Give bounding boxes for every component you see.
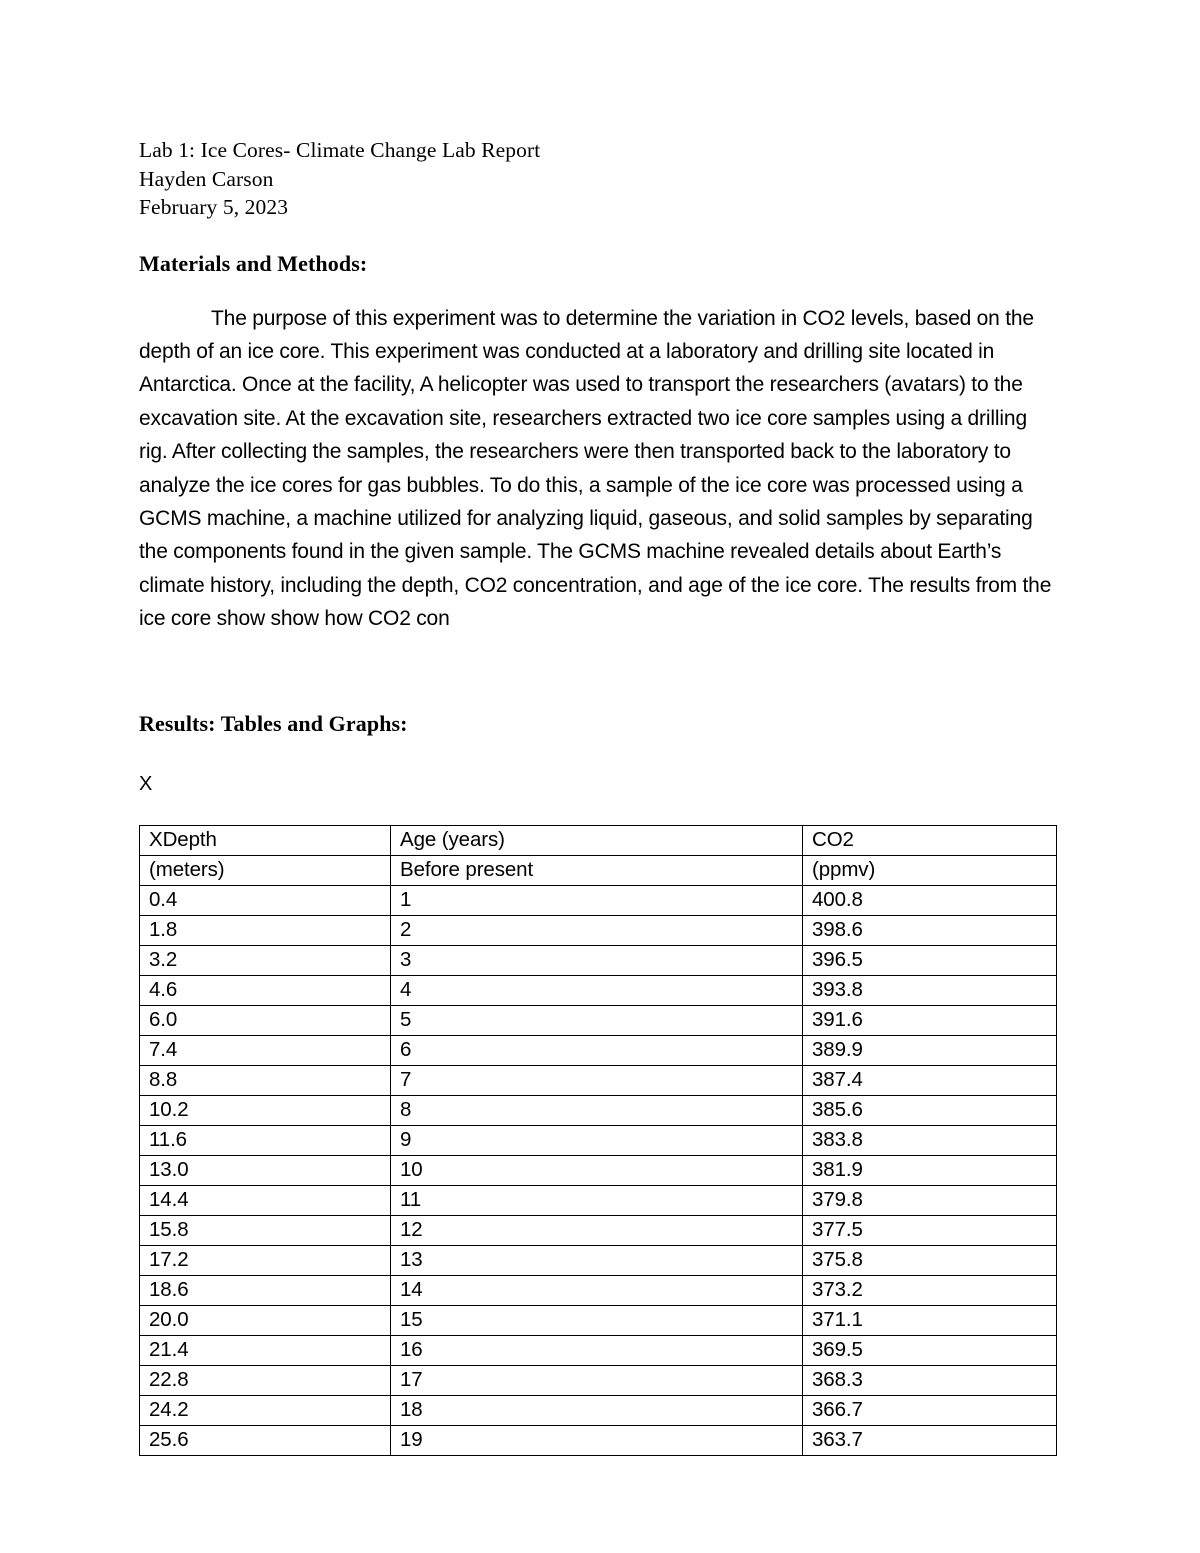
header-age-line1: Age (years) (391, 825, 803, 855)
cell-age: 4 (391, 975, 803, 1005)
cell-age: 2 (391, 915, 803, 945)
cell-age: 16 (391, 1335, 803, 1365)
cell-age: 9 (391, 1125, 803, 1155)
cell-age: 6 (391, 1035, 803, 1065)
cell-age: 8 (391, 1095, 803, 1125)
header-age-line2: Before present (391, 855, 803, 885)
table-header-row-1 (140, 825, 1057, 855)
table-row (140, 1395, 1057, 1425)
table-row (140, 945, 1057, 975)
cell-age: 15 (391, 1305, 803, 1335)
cell-age: 5 (391, 1005, 803, 1035)
table-row (140, 1305, 1057, 1335)
table-row (140, 885, 1057, 915)
table-row (140, 1185, 1057, 1215)
cell-co2: 383.8 (803, 1125, 1057, 1155)
cell-age: 11 (391, 1185, 803, 1215)
table-row (140, 1365, 1057, 1395)
table-row (140, 1125, 1057, 1155)
document-title: Lab 1: Ice Cores- Climate Change Lab Report (139, 138, 541, 162)
document-content (139, 136, 1057, 1456)
cell-depth: 22.8 (140, 1365, 391, 1395)
table-row (140, 1095, 1057, 1125)
cell-co2: 366.7 (803, 1395, 1057, 1425)
cell-depth: 13.0 (140, 1155, 391, 1185)
cell-depth: 17.2 (140, 1245, 391, 1275)
cell-depth: 18.6 (140, 1275, 391, 1305)
materials-and-methods-paragraph: The purpose of this experiment was to determine the variation in CO2 levels, based on the depth of an ice core. This experiment was conducted at a laboratory and drilling site located in Antarctica. Once at the facility, A helicopter was used to transport the researchers (avatars) to the excavation site. At the excavation site, researchers extracted two ice core samples using a drilling rig. After collecting the samples, the researchers were then transported back to the laboratory to analyze the ice cores for gas bubbles. To do this, a sample of the ice core was processed using a GCMS machine, a machine utilized for analyzing liquid, gaseous, and solid samples by separating the components found in the given sample. The GCMS machine revealed details about Earth’s climate history, including the depth, CO2 concentration, and age of the ice core. The results from the ice core show show how CO2 con (139, 306, 1052, 631)
cell-co2: 396.5 (803, 945, 1057, 975)
cell-co2: 375.8 (803, 1245, 1057, 1275)
cell-co2: 371.1 (803, 1305, 1057, 1335)
cell-depth: 10.2 (140, 1095, 391, 1125)
heading-results-tables-and-graphs: Results: Tables and Graphs: (139, 710, 408, 736)
cell-depth: 14.4 (140, 1185, 391, 1215)
table-row (140, 1005, 1057, 1035)
ice-core-data-table (139, 825, 1057, 1456)
cell-age: 14 (391, 1275, 803, 1305)
cell-age: 7 (391, 1065, 803, 1095)
cell-depth: 11.6 (140, 1125, 391, 1155)
cell-depth: 4.6 (140, 975, 391, 1005)
cell-depth: 21.4 (140, 1335, 391, 1365)
spacer-before-marker (139, 738, 1057, 771)
cell-age: 3 (391, 945, 803, 975)
header-co2-line1: CO2 (803, 825, 1057, 855)
cell-depth: 6.0 (140, 1005, 391, 1035)
stray-x-marker: X (139, 772, 153, 795)
cell-co2: 385.6 (803, 1095, 1057, 1125)
cell-co2: 398.6 (803, 915, 1057, 945)
table-row (140, 1065, 1057, 1095)
cell-co2: 381.9 (803, 1155, 1057, 1185)
table-header-row-2 (140, 855, 1057, 885)
table-row (140, 1335, 1057, 1365)
header-depth-line1: XDepth (140, 825, 391, 855)
cell-depth: 1.8 (140, 915, 391, 945)
cell-depth: 24.2 (140, 1395, 391, 1425)
cell-co2: 400.8 (803, 885, 1057, 915)
cell-co2: 363.7 (803, 1425, 1057, 1455)
cell-co2: 379.8 (803, 1185, 1057, 1215)
header-depth-line2: (meters) (140, 855, 391, 885)
cell-co2: 377.5 (803, 1215, 1057, 1245)
author-name: Hayden Carson (139, 166, 274, 191)
cell-co2: 389.9 (803, 1035, 1057, 1065)
cell-co2: 387.4 (803, 1065, 1057, 1095)
cell-age: 1 (391, 885, 803, 915)
table-row (140, 915, 1057, 945)
document-date: February 5, 2023 (139, 195, 289, 219)
cell-co2: 368.3 (803, 1365, 1057, 1395)
cell-depth: 25.6 (140, 1425, 391, 1455)
cell-age: 18 (391, 1395, 803, 1425)
cell-depth: 7.4 (140, 1035, 391, 1065)
document-header-block (139, 136, 1057, 222)
table-row (140, 1155, 1057, 1185)
cell-co2: 373.2 (803, 1275, 1057, 1305)
cell-age: 17 (391, 1365, 803, 1395)
table-row (140, 975, 1057, 1005)
table-row (140, 1425, 1057, 1455)
cell-age: 19 (391, 1425, 803, 1455)
cell-depth: 15.8 (140, 1215, 391, 1245)
table-row (140, 1035, 1057, 1065)
cell-co2: 393.8 (803, 975, 1057, 1005)
heading-materials-and-methods: Materials and Methods: (139, 250, 368, 276)
cell-age: 13 (391, 1245, 803, 1275)
table-row (140, 1245, 1057, 1275)
cell-co2: 391.6 (803, 1005, 1057, 1035)
table-row (140, 1275, 1057, 1305)
spacer-before-results (139, 657, 1057, 710)
table-row (140, 1215, 1057, 1245)
cell-co2: 369.5 (803, 1335, 1057, 1365)
spacer-before-table (139, 797, 1057, 825)
cell-depth: 0.4 (140, 885, 391, 915)
cell-age: 12 (391, 1215, 803, 1245)
cell-depth: 8.8 (140, 1065, 391, 1095)
table-body (140, 825, 1057, 1455)
cell-depth: 20.0 (140, 1305, 391, 1335)
header-co2-line2: (ppmv) (803, 855, 1057, 885)
cell-age: 10 (391, 1155, 803, 1185)
cell-depth: 3.2 (140, 945, 391, 975)
